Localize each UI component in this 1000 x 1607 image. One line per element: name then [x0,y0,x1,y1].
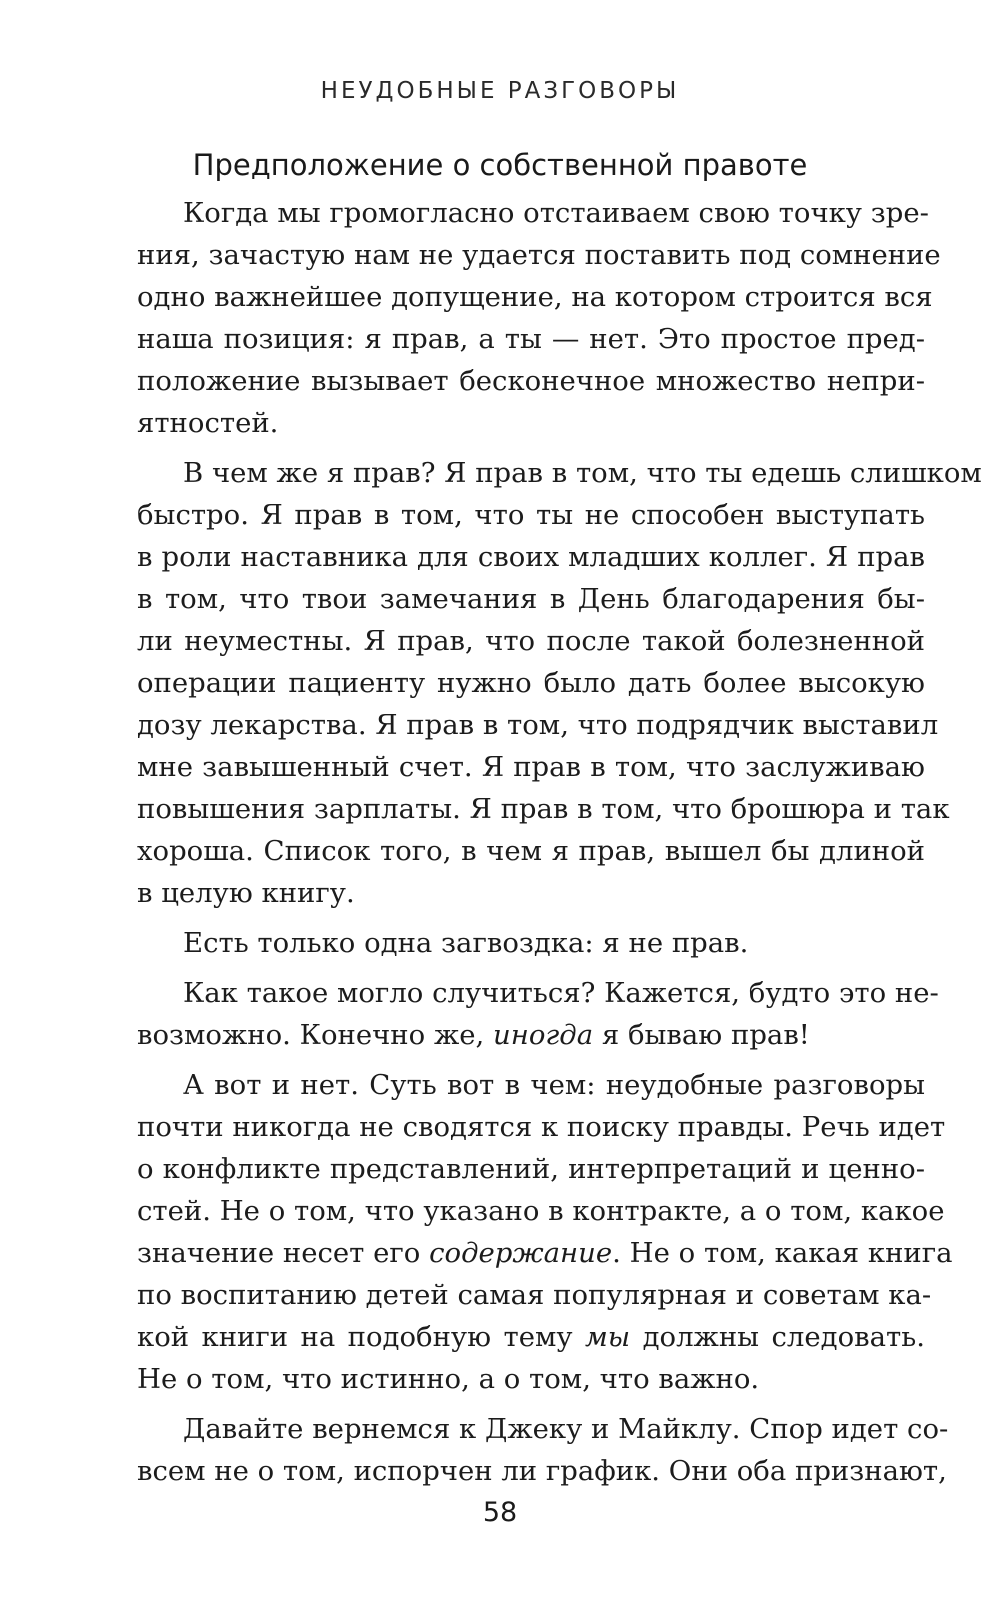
text-line: ятностей. [137,407,279,439]
text-line: о конфликте представлений, интерпретаций и ценно- [137,1153,925,1185]
text-line: дозу лекарства. Я прав в том, что подрядчик выставил [137,709,939,741]
paragraph [137,1408,949,1492]
text-line: Есть только одна загвоздка: я не прав. [183,927,749,959]
text-line: мне завышенный счет. Я прав в том, что заслуживаю [137,751,925,783]
text-line: ли неуместны. Я прав, что после такой болезненной [137,625,925,657]
text-line: Давайте вернемся к Джеку и Майклу. Спор идет со- [183,1413,949,1445]
text-line: одно важнейшее допущение, на котором строится вся [137,281,933,313]
text-line: Не о том, что истинно, а о том, что важно. [137,1363,760,1395]
text-line: возможно. Конечно же, иногда я бываю прав! [137,1019,810,1051]
text-line: Когда мы громогласно отстаиваем свою точку зре- [183,197,929,229]
page-number: 58 [482,1497,518,1528]
text-line: положение вызывает бесконечное множество непри- [137,365,925,397]
body-text [137,192,982,1492]
text-line: повышения зарплаты. Я прав в том, что брошюра и так [137,793,950,825]
paragraph [137,922,925,964]
text-line: в роли наставника для своих младших коллег. Я прав [137,541,925,573]
text-line: Как такое могло случиться? Кажется, будто это не- [183,977,939,1009]
text-line: в целую книгу. [137,877,355,909]
paragraph [137,972,939,1056]
paragraph [137,452,982,914]
text-line: всем не о том, испорчен ли график. Они оба признают, [137,1455,947,1487]
text-line: ния, зачастую нам не удается поставить под сомнение [137,239,941,271]
text-line: В чем же я прав? Я прав в том, что ты едешь слишком [183,457,982,489]
text-line: А вот и нет. Суть вот в чем: неудобные разговоры [183,1069,925,1101]
running-head: НЕУДОБНЫЕ РАЗГОВОРЫ [320,78,680,104]
section-heading: Предположение о собственной правоте [192,148,808,182]
text-line: хороша. Список того, в чем я прав, вышел бы длиной [137,835,925,867]
text-line: операции пациенту нужно было дать более высокую [137,667,925,699]
paragraph [137,1064,953,1400]
text-line: наша позиция: я прав, а ты — нет. Это простое пред- [137,323,925,355]
text-line: кой книги на подобную тему мы должны следовать. [137,1321,925,1353]
text-line: в том, что твои замечания в День благодарения бы- [137,583,925,615]
paragraph [137,192,941,444]
text-line: стей. Не о том, что указано в контракте, а о том, какое [137,1195,945,1227]
text-line: по воспитанию детей самая популярная и советам ка- [137,1279,932,1311]
text-line: быстро. Я прав в том, что ты не способен выступать [137,499,925,531]
text-line: значение несет его содержание. Не о том, какая книга [137,1237,953,1269]
text-line: почти никогда не сводятся к поиску правды. Речь идет [137,1111,946,1143]
